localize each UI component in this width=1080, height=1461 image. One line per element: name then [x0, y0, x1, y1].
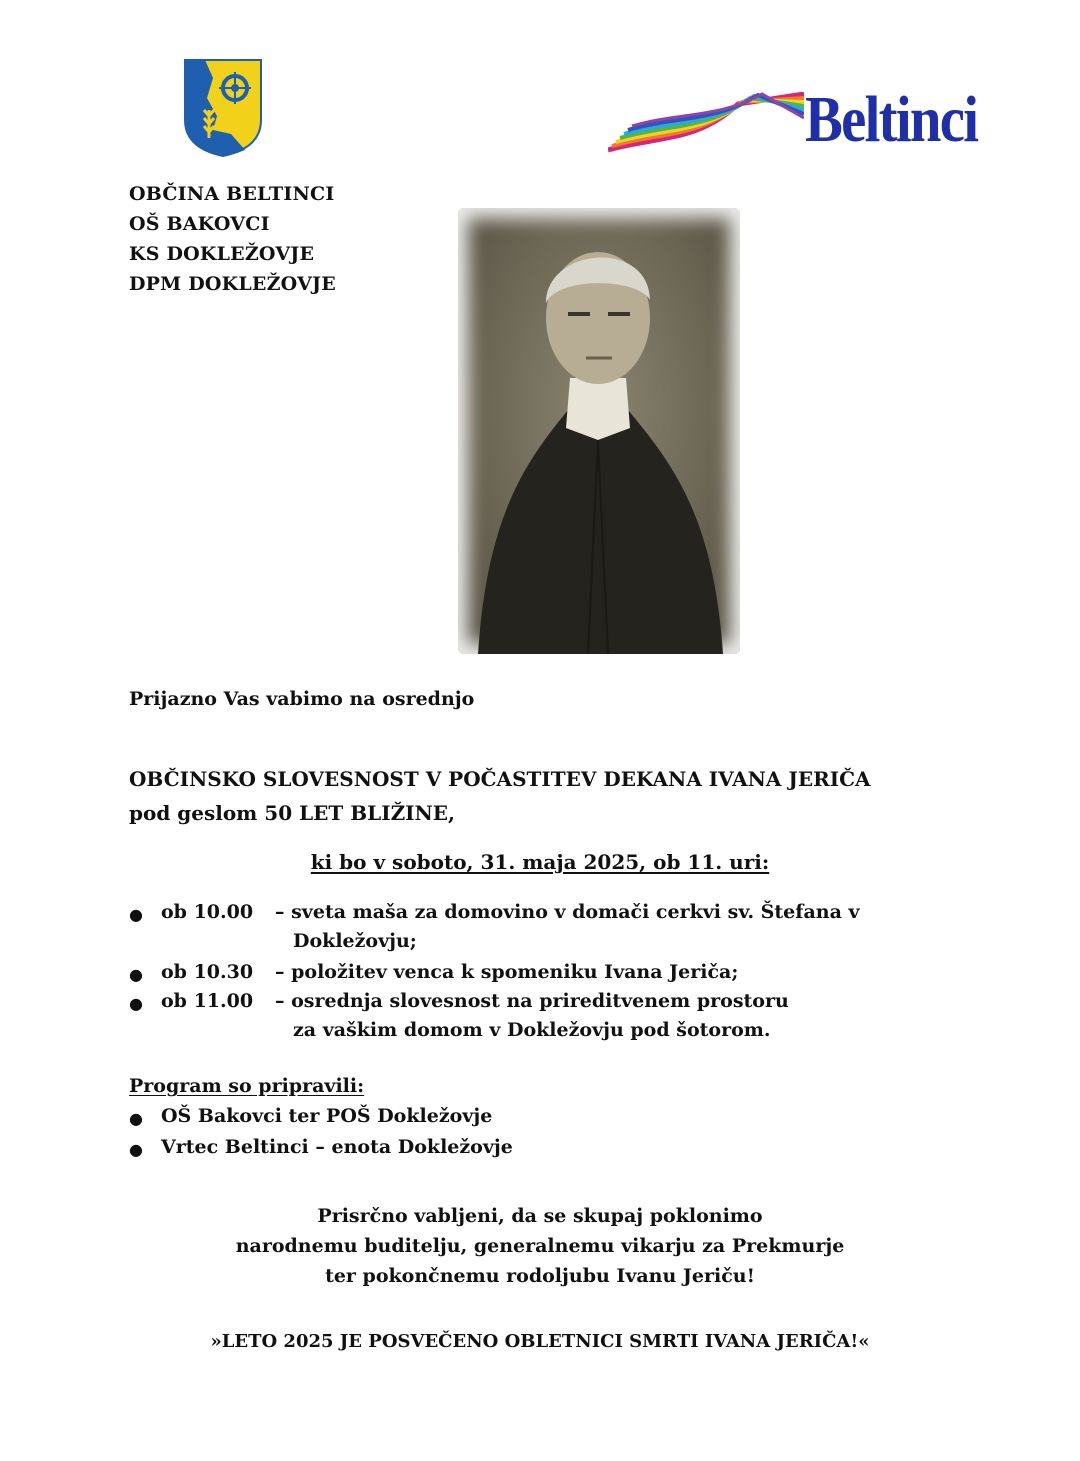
schedule-time: ob 10.00: [161, 901, 254, 923]
program-heading: Program so pripravili:: [129, 1075, 365, 1097]
organizer-line: OBČINA BELTINCI: [129, 183, 335, 205]
beltinci-brand-swoosh: [608, 92, 804, 154]
event-subtitle: pod geslom 50 LET BLIŽINE,: [129, 801, 456, 825]
schedule-time: ob 11.00: [161, 990, 254, 1012]
bullet-icon: ●: [129, 905, 143, 924]
bullet-icon: ●: [129, 994, 143, 1013]
footer-motto: »LETO 2025 JE POSVEČENO OBLETNICI SMRTI IVANA JERIČA!«: [210, 1331, 870, 1352]
program-item: Vrtec Beltinci – enota Dokležovje: [161, 1136, 513, 1158]
schedule-text-continued: za vaškim domom v Dokležovju pod šotorom.: [293, 1019, 771, 1041]
brand-logo-text: Beltinci: [805, 83, 978, 156]
municipality-coat-of-arms: [183, 58, 263, 158]
schedule-text-continued: Dokležovju;: [293, 930, 417, 952]
organizer-line: DPM DOKLEŽOVJE: [129, 273, 336, 295]
bullet-icon: ●: [129, 1140, 143, 1159]
closing-line: narodnemu buditelju, generalnemu vikarju za Prekmurje: [235, 1235, 845, 1257]
portrait-photo: [458, 208, 740, 654]
bullet-icon: ●: [129, 1109, 143, 1128]
schedule-text: – položitev venca k spomeniku Ivana Jeriča;: [275, 961, 739, 983]
organizer-line: OŠ BAKOVCI: [129, 213, 270, 235]
closing-line: ter pokončnemu rodoljubu Ivanu Jeriču!: [325, 1265, 755, 1287]
closing-line: Prisrčno vabljeni, da se skupaj poklonimo: [317, 1205, 763, 1227]
event-title: OBČINSKO SLOVESNOST V POČASTITEV DEKANA IVANA JERIČA: [129, 767, 871, 791]
bullet-icon: ●: [129, 965, 143, 984]
program-item: OŠ Bakovci ter POŠ Dokležovje: [161, 1105, 493, 1127]
invitation-intro: Prijazno Vas vabimo na osrednjo: [129, 688, 475, 710]
organizer-line: KS DOKLEŽOVJE: [129, 243, 315, 265]
portrait-figure: [458, 208, 740, 654]
schedule-time: ob 10.30: [161, 961, 254, 983]
schedule-text: – sveta maša za domovino v domači cerkvi sv. Štefana v: [275, 901, 860, 923]
schedule-text: – osrednja slovesnost na prireditvenem prostoru: [275, 990, 789, 1012]
event-date: ki bo v soboto, 31. maja 2025, ob 11. uri:: [310, 850, 770, 874]
